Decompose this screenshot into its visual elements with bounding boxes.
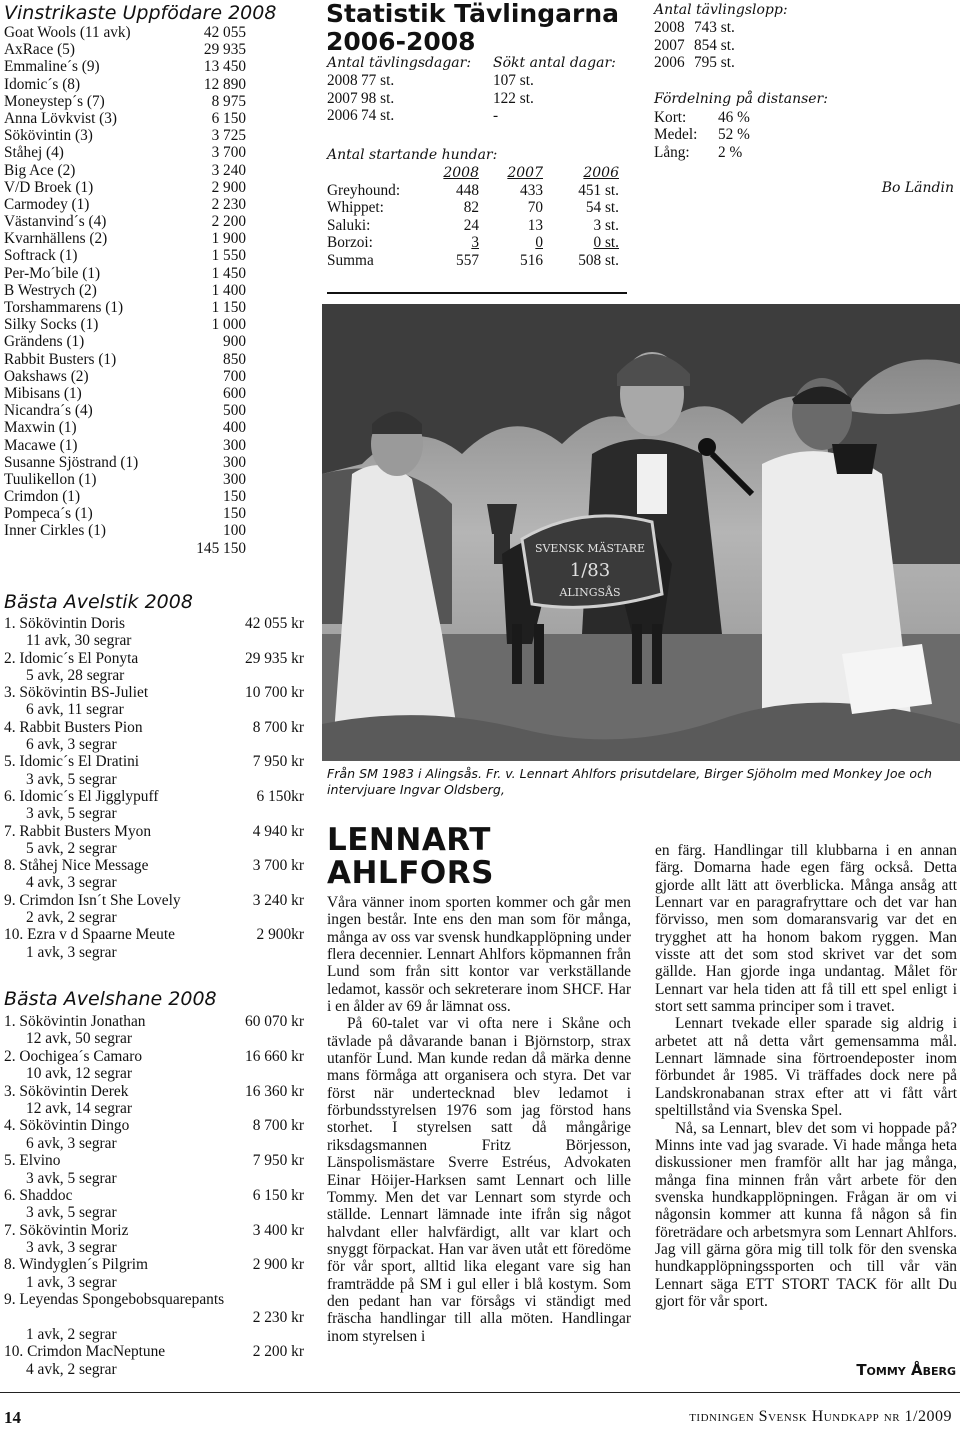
item-value: 8 700 kr [252, 1117, 304, 1135]
item-sub: 12 avk, 14 segrar [26, 1099, 132, 1117]
lopp-year: 2006 [654, 54, 685, 71]
breeder-name: Crimdon (1) [4, 488, 81, 506]
dogs-header-2007: 2007 [507, 164, 543, 181]
lopp-row [654, 54, 954, 72]
item-sub: 1 avk, 2 segrar [26, 1326, 117, 1344]
item-name: 8. Ståhej Nice Message [4, 857, 149, 875]
dist-value: 52 % [718, 126, 750, 143]
days-count: 98 st. [361, 89, 395, 107]
item-value: 3 400 kr [252, 1221, 304, 1239]
list-item [4, 110, 246, 127]
list-item [4, 1117, 304, 1134]
item-value: 16 660 kr [245, 1047, 304, 1065]
dogs-row [327, 234, 627, 252]
statistik-title-line2: 2006-2008 [326, 27, 476, 56]
breeder-value: 1 000 [211, 316, 246, 334]
list-item [4, 1222, 304, 1239]
dogs-row [327, 199, 627, 217]
list-item [4, 857, 304, 874]
item-name: 9. Leyendas Spongebobsquarepants [4, 1291, 225, 1309]
section-title-avelstik: Bästa Avelstik 2008 [4, 591, 193, 613]
days-year: 2007 [327, 89, 358, 107]
article-author: Tommy Åberg [856, 1361, 956, 1379]
breeder-list [4, 24, 246, 557]
breeder-value: 150 [223, 488, 246, 506]
blanket-text-2: 1/83 [569, 560, 611, 581]
footer-divider [0, 1392, 960, 1393]
dogs-label: Antal startande hundar: [327, 146, 498, 163]
dogs-2007: 433 [520, 181, 543, 199]
statistik-box [327, 55, 627, 269]
dogs-breed: Greyhound: [327, 181, 401, 199]
item-name: 1. Sökövintin Jonathan [4, 1013, 146, 1030]
list-item [4, 230, 246, 247]
breeder-name: Silky Socks (1) [4, 316, 99, 334]
item-value: 7 950 kr [252, 753, 304, 771]
item-name: 4. Sökövintin Dingo [4, 1117, 130, 1135]
breeder-name: Mibisans (1) [4, 384, 82, 402]
breeder-value: 1 900 [211, 230, 246, 248]
item-sub: 3 avk, 3 segrar [26, 1239, 117, 1257]
breeder-name: Grändens (1) [4, 333, 85, 351]
breeder-value: 1 400 [211, 281, 246, 299]
dist-row [654, 126, 954, 144]
item-value: 4 940 kr [252, 822, 304, 840]
list-item [4, 196, 246, 213]
item-sub: 3 avk, 5 segrar [26, 1169, 117, 1187]
dogs-breed: Borzoi: [327, 234, 373, 251]
dogs-2007: 516 [520, 251, 543, 269]
item-sub: 10 avk, 12 segrar [26, 1065, 132, 1083]
days-count: 77 st. [361, 72, 395, 89]
list-item [4, 1343, 304, 1360]
breeder-value: 1 150 [211, 299, 246, 316]
days-label: Antal tävlingsdagar: [327, 55, 472, 71]
breeder-name: Torshammarens (1) [4, 299, 124, 316]
photo-sm-1983 [322, 304, 960, 761]
dist-name: Medel: [654, 126, 698, 143]
statistik-title [326, 0, 619, 56]
days-applied: - [493, 107, 499, 124]
breeder-value: 42 055 [203, 24, 246, 41]
breeder-name: Västanvind´s (4) [4, 213, 107, 231]
paragraph: Nå, sa Lennart, blev det som vi hoppade på? Minns inte vad jag svarade. Vi hade många heta diskussioner men framför allt har jag många, många fina minnen från vårt arbete för den svenska hundkapplöpningen. Frågan är om vi någonsin kommer att kunna få någon så fin företrädare och arbetsmyra som Lennart Ahlfors. Jag vill gärna göra mig till tolk för den svenska hundkapplöpningssporten och till vår vän Lennart säga ETT STORT TACK för allt Du gjort för vår sport. [655, 1119, 957, 1310]
breeder-value: 12 890 [203, 75, 246, 93]
list-item [4, 753, 304, 770]
breeder-name: Anna Lövkvist (3) [4, 109, 118, 127]
breeder-name: Maxwin (1) [4, 419, 77, 437]
breeder-name: Emmaline´s (9) [4, 58, 100, 76]
item-sub: 1 avk, 3 segrar [26, 943, 117, 961]
item-value: 7 950 kr [252, 1152, 304, 1170]
lopp-count: 743 st. [694, 19, 735, 36]
dogs-breed: Summa [327, 251, 374, 269]
list-item [4, 351, 246, 368]
list-item [4, 471, 246, 488]
list-item [4, 299, 246, 316]
days-applied: 107 st. [493, 72, 534, 89]
paragraph: På 60-talet var vi ofta nere i Skåne och tävlade på dåvarande banan i Björnstorp, strax utanför Lund. Man kunde redan då märka denne mans förmåga att organisera och styra. Det var först när undertecknad blev ledamot i förbundsstyrelsen 1976 som jag förstod hans storhet. I styrelsen satt då mångårige riksdagsmannen Fritz Börjesson, Länspolismästare Sverre Estréus, Advokaten Einar Höijer-Harksen samt Lennart och lille Tommy. Men det var Lennart som styrde och ställde. Lennart lämnade inte ifrån sig något halvdant eller halvfärdigt, allt var klart och snyggt förpackat. Han var även utåt ett föredöme för vår sport, alltid lika elegant vare sig han framträdde på SM i gul eller i blå kostym. Som den pedant han var försågs vi ständigt med fräscha handlingar till alla möten. Handlingar inom styrelsen i [327, 1015, 631, 1345]
list-item [4, 437, 246, 454]
days-applied: 122 st. [493, 89, 534, 107]
item-sub: 6 avk, 11 segrar [26, 701, 124, 719]
photo-caption: Från SM 1983 i Alingsås. Fr. v. Lennart Ahlfors prisutdelare, Birger Sjöholm med Monkey Joe och intervjuare Ingvar Oldsberg, [327, 766, 933, 797]
dogs-2006: 3 st. [593, 216, 619, 234]
item-value: 42 055 kr [245, 615, 304, 632]
item-name: 7. Sökövintin Moriz [4, 1221, 129, 1239]
item-name: 3. Sökövintin BS-Juliet [4, 684, 149, 702]
days-row [327, 72, 627, 90]
dogs-2006: 451 st. [578, 181, 619, 199]
dist-label: Fördelning på distanser: [654, 90, 828, 107]
list-item [4, 93, 246, 110]
dogs-2008: 557 [456, 251, 479, 269]
item-sub: 4 avk, 2 segrar [26, 1360, 117, 1378]
dogs-2006: 54 st. [585, 199, 619, 216]
list-item [4, 1256, 304, 1273]
lopp-year: 2007 [654, 36, 685, 54]
item-name: 5. Idomic´s El Dratini [4, 753, 140, 771]
breeder-value: 600 [223, 384, 246, 402]
item-sub: 3 avk, 5 segrar [26, 1204, 117, 1222]
list-item-value [4, 1309, 304, 1326]
item-sub: 6 avk, 3 segrar [26, 1134, 117, 1152]
breeder-name: Per-Mo´bile (1) [4, 264, 101, 282]
breeder-name: Carmodey (1) [4, 195, 90, 213]
days-header [327, 55, 627, 72]
breeder-value: 2 900 [211, 178, 246, 196]
dist-name: Lång: [654, 143, 690, 161]
dist-value: 46 % [718, 108, 750, 126]
list-item [4, 522, 246, 539]
item-value: 16 360 kr [245, 1082, 304, 1100]
list-item [4, 282, 246, 299]
days-year: 2008 [327, 72, 358, 89]
list-item [4, 76, 246, 93]
list-item [4, 58, 246, 75]
dogs-2008: 82 [463, 199, 479, 216]
breeder-name: Big Ace (2) [4, 161, 76, 179]
list-item [4, 505, 246, 522]
statistik-title-line1: Statistik Tävlingarna [326, 0, 619, 28]
breeder-name: Softrack (1) [4, 247, 78, 265]
days-year: 2006 [327, 107, 358, 124]
avelshane-list [4, 1013, 304, 1378]
days-row [327, 107, 627, 125]
dogs-2006: 0 st. [593, 234, 619, 251]
dogs-2007: 13 [527, 216, 543, 234]
breeder-name: Ståhej (4) [4, 144, 64, 162]
item-name: 10. Ezra v d Spaarne Meute [4, 926, 175, 944]
dist-row [654, 109, 954, 127]
list-item [4, 162, 246, 179]
breeder-name: Oakshaws (2) [4, 367, 89, 385]
list-item [4, 684, 304, 701]
article-headline [327, 824, 494, 890]
lopp-row [654, 19, 954, 37]
item-value: 8 700 kr [252, 718, 304, 736]
breeder-name: Rabbit Busters (1) [4, 350, 117, 368]
list-item [4, 247, 246, 264]
list-item [4, 316, 246, 333]
item-name: 1. Sökövintin Doris [4, 615, 125, 632]
item-sub: 3 avk, 5 segrar [26, 805, 117, 823]
list-item [4, 1291, 304, 1308]
lopp-year: 2008 [654, 19, 685, 36]
paragraph: Våra vänner inom sporten kommer och går men ingen består. Inte ens den man som för många, många av oss var svensk hundkapplöpning under flera decennier. Lennart Ahlfors köpmannen från Lund som från sitt kontor var verkställande ledamot, kassör och sekreterare inom SHCF. Har i en ålder av 69 år lämnat oss. [327, 894, 631, 1016]
stats-author: Bo Ländin [881, 180, 954, 196]
breeder-name: Idomic´s (8) [4, 75, 81, 93]
list-item [4, 1048, 304, 1065]
breeder-value: 100 [223, 522, 246, 540]
list-item [4, 127, 246, 144]
list-item [4, 823, 304, 840]
list-item [4, 333, 246, 350]
item-name: 2. Idomic´s El Ponyta [4, 649, 139, 667]
item-sub: 3 avk, 5 segrar [26, 770, 117, 788]
item-sub: 5 avk, 2 segrar [26, 839, 117, 857]
breeder-value: 1 550 [211, 247, 246, 265]
list-item [4, 179, 246, 196]
breeder-name: Inner Cirkles (1) [4, 522, 106, 540]
breeder-name: Moneystep´s (7) [4, 92, 105, 110]
breeder-value: 300 [223, 436, 246, 454]
list-item [4, 368, 246, 385]
breeder-name: Nicandra´s (4) [4, 402, 93, 420]
dist-row [654, 144, 954, 162]
breeder-value: 500 [223, 402, 246, 420]
breeder-value: 3 725 [211, 127, 246, 145]
blanket-text-3: ALINGSÅS [559, 586, 621, 599]
item-name: 6. Shaddoc [4, 1186, 73, 1204]
divider [327, 292, 627, 294]
publication-name: tidningen Svensk Hundkapp nr 1/2009 [689, 1408, 952, 1425]
section-title-vinstrikaste: Vinstrikaste Uppfödare 2008 [4, 2, 277, 24]
list-item [4, 615, 304, 632]
applied-label: Sökt antal dagar: [493, 55, 616, 71]
dogs-2008: 3 [471, 234, 479, 251]
item-value: 3 700 kr [252, 857, 304, 875]
list-item [4, 926, 304, 943]
lopp-row [654, 37, 954, 55]
item-sub: 4 avk, 3 segrar [26, 874, 117, 892]
lopp-box [654, 1, 954, 161]
list-item [4, 1013, 304, 1030]
item-sub: 5 avk, 28 segrar [26, 666, 125, 684]
breeder-name: Sökövintin (3) [4, 127, 93, 145]
dogs-2008: 24 [463, 216, 479, 234]
list-item [4, 24, 246, 41]
breeder-value: 29 935 [203, 41, 246, 59]
breeder-value: 150 [223, 505, 246, 523]
item-value: 3 240 kr [252, 891, 304, 909]
breeder-name: Tuulikellon (1) [4, 470, 97, 488]
item-sub: 6 avk, 3 segrar [26, 736, 117, 754]
breeder-name: AxRace (5) [4, 41, 75, 59]
article-column-1 [327, 894, 631, 1345]
article-column-2 [655, 842, 957, 1310]
item-sub: 2 avk, 2 segrar [26, 909, 117, 927]
dogs-breed: Whippet: [327, 199, 384, 216]
item-value: 2 200 kr [252, 1343, 304, 1361]
breeder-value: 3 700 [211, 144, 246, 162]
breeder-value: 3 240 [211, 161, 246, 179]
item-value: 2 900kr [256, 926, 304, 944]
breeder-value: 2 200 [211, 213, 246, 231]
list-item [4, 402, 246, 419]
breeder-name: Susanne Sjöstrand (1) [4, 453, 139, 471]
list-item [4, 1152, 304, 1169]
list-item [4, 788, 304, 805]
breeder-name: Macawe (1) [4, 436, 78, 454]
headline-line2: AHLFORS [327, 855, 494, 891]
blanket-text-1: SVENSK MÄSTARE [534, 542, 646, 555]
dogs-2008: 448 [456, 181, 479, 199]
paragraph: en färg. Handlingar till klubbarna i en annan färg. Domarna hade egen färg också. Detta gjorde allt lätt att överblicka. Många ansåg att Lennart var en paragrafryttare och det var han förvisso, men som domaransvarig var det en trygghet att ha honom bakom ryggen. Man visste att det som stod skrivet var det som gällde. Han gjorde inga undantag. Målet för Lennart var hela tiden att få till ett spel enligt i stort sett samma principer som i travet. [655, 842, 957, 1016]
dogs-row [327, 182, 627, 200]
dogs-2007: 70 [527, 199, 543, 216]
avelstik-list [4, 615, 304, 961]
item-name: 8. Windyglen´s Pilgrim [4, 1256, 149, 1274]
breeder-value: 8 975 [211, 92, 246, 110]
item-value: 6 150kr [256, 787, 304, 805]
list-item [4, 892, 304, 909]
item-sub: 11 avk, 30 segrar [26, 632, 132, 650]
list-item [4, 454, 246, 471]
breeder-value: 1 450 [211, 264, 246, 282]
breeder-value: 700 [223, 367, 246, 385]
days-count: 74 st. [361, 107, 395, 124]
breeder-value: 2 230 [211, 195, 246, 213]
days-row [327, 90, 627, 108]
list-item [4, 488, 246, 505]
item-name: 9. Crimdon Isn´t She Lovely [4, 891, 181, 909]
dogs-header-2006: 2006 [583, 164, 619, 181]
item-name: 4. Rabbit Busters Pion [4, 718, 143, 736]
dist-value: 2 % [718, 143, 743, 161]
list-item [4, 650, 304, 667]
list-item [4, 719, 304, 736]
list-item [4, 144, 246, 161]
item-value: 6 150 kr [252, 1186, 304, 1204]
item-name: 5. Elvino [4, 1152, 61, 1170]
paragraph: Lennart tvekade eller sparade sig aldrig i arbetet att nå detta vårt gemensamma mål. Lennart lämnade sina förtroendeposter inom förbundet år 1985. Vi träffades dock nere på Landskronabanan strax efter att vi fått vårt speltillstånd via Svenska Spel. [655, 1015, 957, 1120]
item-value: 60 070 kr [245, 1013, 304, 1030]
list-item [4, 265, 246, 282]
section-title-avelshane: Bästa Avelshane 2008 [4, 988, 217, 1010]
breeder-value: 13 450 [203, 58, 246, 76]
item-value: 29 935 kr [245, 649, 304, 667]
item-name: 7. Rabbit Busters Myon [4, 822, 152, 840]
dogs-row [327, 217, 627, 235]
breeder-name: B Westrych (2) [4, 281, 97, 299]
dogs-2007: 0 [535, 234, 543, 251]
page-number: 14 [4, 1408, 21, 1427]
list-item [4, 1187, 304, 1204]
item-value: 2 900 kr [252, 1256, 304, 1274]
dogs-header-2008: 2008 [443, 164, 479, 181]
lopp-count: 854 st. [694, 36, 735, 54]
breeder-value: 400 [223, 419, 246, 437]
item-sub: 12 avk, 50 segrar [26, 1030, 132, 1048]
dogs-breed: Saluki: [327, 216, 371, 234]
item-name: 10. Crimdon MacNeptune [4, 1343, 166, 1361]
breeder-value: 850 [223, 350, 246, 368]
list-item [4, 1083, 304, 1100]
dogs-row [327, 252, 627, 270]
dogs-2006: 508 st. [578, 251, 619, 269]
dogs-headers [327, 164, 627, 182]
list-item [4, 41, 246, 58]
list-item [4, 419, 246, 436]
lopp-label: Antal tävlingslopp: [654, 2, 788, 18]
item-name: 3. Sökövintin Derek [4, 1082, 129, 1100]
list-item [4, 213, 246, 230]
item-name: 2. Oochigea´s Camaro [4, 1047, 143, 1065]
breeder-value: 300 [223, 453, 246, 471]
item-value: 2 230 kr [252, 1308, 304, 1326]
breeder-value: 300 [223, 470, 246, 488]
list-item [4, 385, 246, 402]
breeder-name: Kvarnhällens (2) [4, 230, 108, 248]
breeder-value: 6 150 [211, 109, 246, 127]
headline-line1: LENNART [327, 822, 491, 858]
item-name: 6. Idomic´s El Jigglypuff [4, 787, 159, 805]
breeder-total: 145 150 [196, 539, 246, 557]
dist-name: Kort: [654, 108, 687, 126]
breeder-name: V/D Broek (1) [4, 178, 94, 196]
lopp-count: 795 st. [694, 54, 735, 71]
breeder-name: Pompeca´s (1) [4, 505, 93, 523]
item-sub: 1 avk, 3 segrar [26, 1273, 117, 1291]
breeder-name: Goat Wools (11 avk) [4, 24, 131, 41]
breeder-value: 900 [223, 333, 246, 351]
photo-illustration [322, 304, 960, 761]
item-value: 10 700 kr [245, 684, 304, 702]
